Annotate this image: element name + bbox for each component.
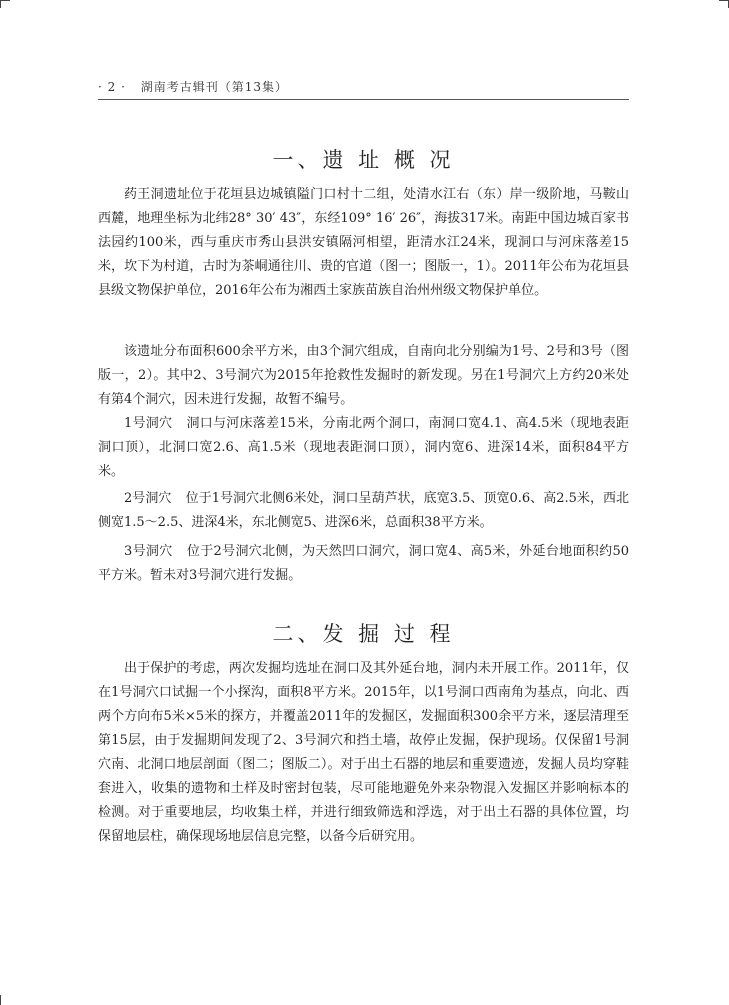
running-head <box>98 78 628 98</box>
paragraph <box>98 657 629 849</box>
paragraph-text: 洞口与河床落差15米，分南北两个洞口，南洞口宽4.1、高4.5米（现地表距洞口顶），北洞口宽2.6、高1.5米（现地表距洞口顶），洞内宽6、进深14米，面积84平方米。 <box>98 416 629 479</box>
page-number: · 2 · <box>98 80 126 94</box>
journal-title: 湖南考古辑刊（第13集） <box>140 80 289 94</box>
paragraph <box>98 540 629 588</box>
paragraph-text: 药王洞遗址位于花垣县边城镇隘门口村十二组，处清水江右（东）岸一级阶地，马鞍山西麓，地理坐标为北纬28° 30′ 43″，东经109° 16′ 26″，海拔317米。南距中国边城百家书法园约100米，西与重庆市秀山县洪安镇隔河相望，距清水江24米，现洞口与河床落差15米，坎下为村道，古时为茶峒通往川、贵的官道（图一；图版一，1）。2011年公布为花垣县县级文物保护单位，2016年公布为湘西土家族苗族自治州州级文物保护单位。 <box>98 187 629 298</box>
paragraph <box>98 487 629 535</box>
paragraph-text: 位于2号洞穴北侧，为天然凹口洞穴，洞口宽4、高5米，外延台地面积约50平方米。暂未对3号洞穴进行发掘。 <box>98 544 629 583</box>
paragraph <box>98 340 629 412</box>
crop-mark <box>0 0 1 8</box>
paragraph <box>98 183 629 303</box>
paragraph <box>98 412 629 484</box>
cave-label: 1号洞穴 <box>124 416 173 431</box>
paragraph-text: 出于保护的考虑，两次发掘均选址在洞口及其外延台地，洞内未开展工作。2011年，仅在1号洞穴口试掘一个小探沟，面积8平方米。2015年，以1号洞口西南角为基点，向北、西两个方向布5米×5米的探方，并覆盖2011年的发掘区，发掘面积300余平方米，逐层清理至第15层，由于发掘期间发现了2、3号洞穴和挡土墙，故停止发掘，保护现场。仅保留1号洞穴南、北洞口地层剖面（图二；图版二）。对于出土石器的地层和重要遗迹，发掘人员均穿鞋套进入，收集的遗物和土样及时密封包装，尽可能地避免外来杂物混入发掘区并影响标本的检测。对于重要地层，均收集土样，并进行细致筛选和浮选，对于出土石器的具体位置，均保留地层柱，确保现场地层信息完整，以备今后研究用。 <box>98 661 629 844</box>
paragraph-text: 该遗址分布面积600余平方米，由3个洞穴组成，自南向北分别编为1号、2号和3号（图版一，2）。其中2、3号洞穴为2015年抢救性发掘时的新发现。另在1号洞穴上方约20米处有第4个洞穴，因未进行发掘，故暂不编号。 <box>98 344 629 407</box>
section-title: 二、发 掘 过 程 <box>272 622 455 646</box>
section-title: 一、遗 址 概 况 <box>272 148 455 172</box>
header-rule <box>98 99 629 100</box>
cave-label: 3号洞穴 <box>124 544 173 559</box>
crop-mark <box>0 0 10 1</box>
cave-label: 2号洞穴 <box>124 491 172 506</box>
crop-mark <box>0 995 1 1005</box>
paragraph-text: 位于1号洞穴北侧6米处，洞口呈葫芦状，底宽3.5、顶宽0.6、高2.5米，西北侧宽1.5～2.5、进深4米，东北侧宽5、进深6米，总面积38平方米。 <box>98 491 629 530</box>
